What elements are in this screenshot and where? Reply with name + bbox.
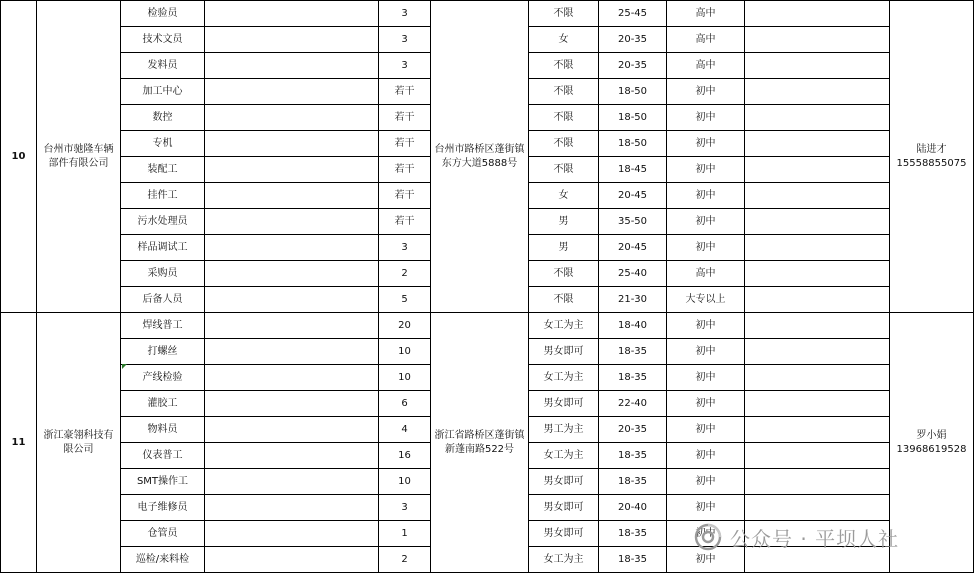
seq-cell: 11 <box>1 313 37 573</box>
empty-cell <box>745 27 890 53</box>
education-cell: 初中 <box>667 521 745 547</box>
headcount-cell: 若干 <box>379 183 431 209</box>
gender-cell: 男女即可 <box>529 391 599 417</box>
gender-cell: 不限 <box>529 105 599 131</box>
contact-phone: 13968619528 <box>896 443 967 455</box>
empty-cell <box>205 131 379 157</box>
gender-cell: 女工为主 <box>529 443 599 469</box>
job-title-cell: 发料员 <box>121 53 205 79</box>
headcount-cell: 若干 <box>379 79 431 105</box>
headcount-cell: 3 <box>379 53 431 79</box>
age-cell: 22-40 <box>599 391 667 417</box>
job-title-cell: 电子维修员 <box>121 495 205 521</box>
job-title-cell: 专机 <box>121 131 205 157</box>
empty-cell <box>205 209 379 235</box>
headcount-cell: 10 <box>379 339 431 365</box>
headcount-cell: 2 <box>379 261 431 287</box>
education-cell: 初中 <box>667 495 745 521</box>
education-cell: 高中 <box>667 1 745 27</box>
age-cell: 18-50 <box>599 131 667 157</box>
seq-cell: 10 <box>1 1 37 313</box>
age-cell: 20-35 <box>599 27 667 53</box>
age-cell: 21-30 <box>599 287 667 313</box>
job-title-cell: 物料员 <box>121 417 205 443</box>
empty-cell <box>205 287 379 313</box>
contact-phone: 15558855075 <box>896 157 967 169</box>
empty-cell <box>745 443 890 469</box>
job-title-cell: 检验员 <box>121 1 205 27</box>
education-cell: 高中 <box>667 27 745 53</box>
empty-cell <box>205 547 379 573</box>
gender-cell: 男女即可 <box>529 495 599 521</box>
gender-cell: 男 <box>529 235 599 261</box>
empty-cell <box>205 183 379 209</box>
empty-cell <box>745 105 890 131</box>
education-cell: 初中 <box>667 183 745 209</box>
education-cell: 初中 <box>667 417 745 443</box>
gender-cell: 女工为主 <box>529 313 599 339</box>
gender-cell: 男工为主 <box>529 417 599 443</box>
job-title-cell: 技术文员 <box>121 27 205 53</box>
education-cell: 初中 <box>667 391 745 417</box>
empty-cell <box>205 1 379 27</box>
headcount-cell: 3 <box>379 495 431 521</box>
job-title-cell: 产线检验 <box>121 365 205 391</box>
age-cell: 35-50 <box>599 209 667 235</box>
empty-cell <box>745 183 890 209</box>
headcount-cell: 20 <box>379 313 431 339</box>
education-cell: 初中 <box>667 131 745 157</box>
education-cell: 初中 <box>667 469 745 495</box>
education-cell: 初中 <box>667 235 745 261</box>
empty-cell <box>205 313 379 339</box>
contact-name: 罗小娟 <box>916 429 947 441</box>
company-name-cell: 台州市驰隆车辆部件有限公司 <box>37 1 121 313</box>
empty-cell <box>205 417 379 443</box>
gender-cell: 不限 <box>529 261 599 287</box>
empty-cell <box>205 235 379 261</box>
empty-cell <box>205 157 379 183</box>
education-cell: 大专以上 <box>667 287 745 313</box>
job-title-cell: 焊线普工 <box>121 313 205 339</box>
empty-cell <box>205 495 379 521</box>
age-cell: 20-35 <box>599 417 667 443</box>
headcount-cell: 若干 <box>379 209 431 235</box>
headcount-cell: 3 <box>379 1 431 27</box>
empty-cell <box>205 105 379 131</box>
contact-name: 陆进才 <box>916 143 947 155</box>
empty-cell <box>205 27 379 53</box>
job-title-cell: 污水处理员 <box>121 209 205 235</box>
watermark <box>694 520 954 554</box>
gender-cell: 不限 <box>529 79 599 105</box>
contact-cell <box>890 1 974 313</box>
job-title-cell: 打螺丝 <box>121 339 205 365</box>
age-cell: 20-45 <box>599 183 667 209</box>
empty-cell <box>745 261 890 287</box>
empty-cell <box>205 339 379 365</box>
age-cell: 18-35 <box>599 547 667 573</box>
gender-cell: 男 <box>529 209 599 235</box>
headcount-cell: 若干 <box>379 157 431 183</box>
empty-cell <box>745 287 890 313</box>
empty-cell <box>745 209 890 235</box>
gender-cell: 男女即可 <box>529 469 599 495</box>
education-cell: 初中 <box>667 443 745 469</box>
education-cell: 初中 <box>667 339 745 365</box>
gender-cell: 男女即可 <box>529 521 599 547</box>
gender-cell: 不限 <box>529 131 599 157</box>
company-name-cell: 浙江豪翎科技有限公司 <box>37 313 121 573</box>
empty-cell <box>745 53 890 79</box>
age-cell: 18-35 <box>599 443 667 469</box>
headcount-cell: 1 <box>379 521 431 547</box>
education-cell: 高中 <box>667 261 745 287</box>
job-title-cell: 挂件工 <box>121 183 205 209</box>
empty-cell <box>205 521 379 547</box>
gender-cell: 女 <box>529 183 599 209</box>
empty-cell <box>745 365 890 391</box>
empty-cell <box>205 469 379 495</box>
headcount-cell: 10 <box>379 469 431 495</box>
gender-cell: 男女即可 <box>529 339 599 365</box>
job-title-cell: 仪表普工 <box>121 443 205 469</box>
headcount-cell: 6 <box>379 391 431 417</box>
job-title-cell: 加工中心 <box>121 79 205 105</box>
education-cell: 初中 <box>667 313 745 339</box>
education-cell: 初中 <box>667 79 745 105</box>
gender-cell: 不限 <box>529 287 599 313</box>
gender-cell: 女 <box>529 27 599 53</box>
headcount-cell: 5 <box>379 287 431 313</box>
wechat-official-account-icon <box>694 523 722 551</box>
empty-cell <box>205 79 379 105</box>
empty-cell <box>745 79 890 105</box>
empty-cell <box>745 313 890 339</box>
headcount-cell: 4 <box>379 417 431 443</box>
empty-cell <box>745 131 890 157</box>
empty-cell <box>745 391 890 417</box>
job-title-cell: 样品调试工 <box>121 235 205 261</box>
education-cell: 初中 <box>667 365 745 391</box>
table-row <box>1 313 974 339</box>
gender-cell: 不限 <box>529 157 599 183</box>
age-cell: 18-50 <box>599 105 667 131</box>
gender-cell: 不限 <box>529 53 599 79</box>
job-title-cell: 仓管员 <box>121 521 205 547</box>
empty-cell <box>745 157 890 183</box>
headcount-cell: 16 <box>379 443 431 469</box>
education-cell: 初中 <box>667 157 745 183</box>
age-cell: 20-45 <box>599 235 667 261</box>
age-cell: 20-35 <box>599 53 667 79</box>
empty-cell <box>745 417 890 443</box>
empty-cell <box>205 53 379 79</box>
job-title-cell: 灌胶工 <box>121 391 205 417</box>
education-cell: 高中 <box>667 53 745 79</box>
age-cell: 18-50 <box>599 79 667 105</box>
empty-cell <box>745 339 890 365</box>
empty-cell <box>205 443 379 469</box>
headcount-cell: 若干 <box>379 131 431 157</box>
headcount-cell: 3 <box>379 235 431 261</box>
age-cell: 25-40 <box>599 261 667 287</box>
age-cell: 18-35 <box>599 365 667 391</box>
age-cell: 18-35 <box>599 339 667 365</box>
age-cell: 20-40 <box>599 495 667 521</box>
job-title-cell: 后备人员 <box>121 287 205 313</box>
headcount-cell: 10 <box>379 365 431 391</box>
headcount-cell: 3 <box>379 27 431 53</box>
age-cell: 18-40 <box>599 313 667 339</box>
empty-cell <box>205 261 379 287</box>
job-title-cell: 巡检/来料检 <box>121 547 205 573</box>
gender-cell: 女工为主 <box>529 547 599 573</box>
age-cell: 18-45 <box>599 157 667 183</box>
headcount-cell: 若干 <box>379 105 431 131</box>
age-cell: 25-45 <box>599 1 667 27</box>
age-cell: 18-35 <box>599 521 667 547</box>
education-cell: 初中 <box>667 105 745 131</box>
address-cell: 浙江省路桥区蓬街镇新蓬南路522号 <box>431 313 529 573</box>
job-title-cell: 装配工 <box>121 157 205 183</box>
gender-cell: 女工为主 <box>529 365 599 391</box>
empty-cell <box>205 365 379 391</box>
job-title-cell: SMT操作工 <box>121 469 205 495</box>
age-cell: 18-35 <box>599 469 667 495</box>
gender-cell: 不限 <box>529 1 599 27</box>
empty-cell <box>745 469 890 495</box>
job-title-cell: 采购员 <box>121 261 205 287</box>
empty-cell <box>205 391 379 417</box>
headcount-cell: 2 <box>379 547 431 573</box>
table-row <box>1 1 974 27</box>
address-cell: 台州市路桥区蓬街镇东方大道5888号 <box>431 1 529 313</box>
job-title-cell: 数控 <box>121 105 205 131</box>
empty-cell <box>745 235 890 261</box>
watermark-text: 公众号 · 平坝人社 <box>730 526 900 551</box>
education-cell: 初中 <box>667 209 745 235</box>
education-cell: 初中 <box>667 547 745 573</box>
empty-cell <box>745 495 890 521</box>
cell-comment-marker <box>122 364 127 369</box>
empty-cell <box>745 1 890 27</box>
